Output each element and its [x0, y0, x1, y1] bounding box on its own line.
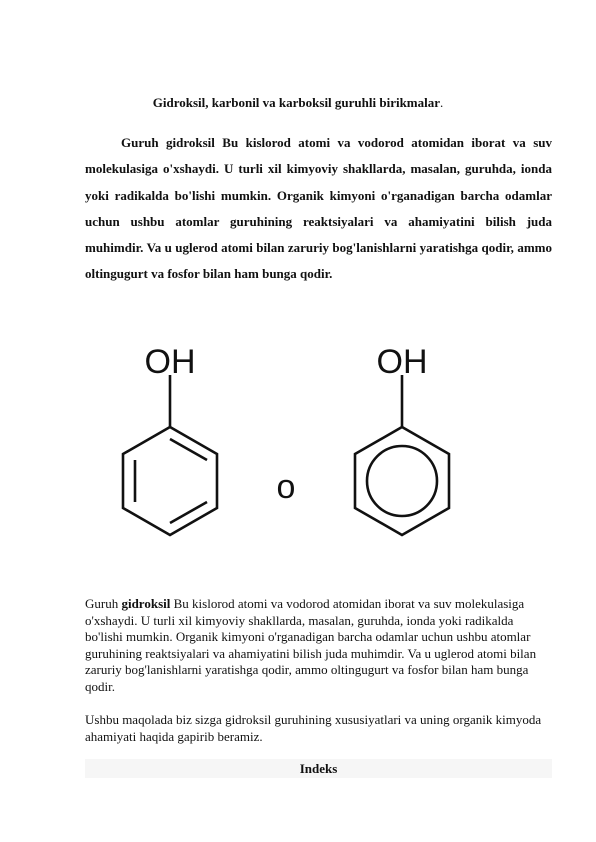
title-period: . [440, 95, 444, 110]
paragraph1-prefix: Guruh [85, 596, 122, 611]
left-double-bond-1 [170, 439, 207, 460]
intro-paragraph: Guruh gidroksil Bu kislorod atomi va vodorod atomidan iborat va suv molekulasiga o'xshaydi. U turli xil kimyoviy shakllarda, masalan, guruhda, ionda yoki radikalda bo'lishi mumkin. Organik kimyoni o'rganadigan barcha odamlar uchun ushbu atomlar guruhining reaktsiyalari va ahamiyatini bilish juda muhimdir. Va u uglerod atomi bilan zaruriy bog'lanishlarni yaratishga qodir, ammo oltingugurt va fosfor bilan ham bunga qodir. [85, 135, 552, 282]
title-text: Gidroksil, karbonil va karboksil guruhli birikmalar [152, 95, 441, 110]
right-oh-label: OH [376, 343, 428, 381]
paragraph1-rest: Bu kislorod atomi va vodorod atomidan iborat va suv molekulasiga o'xshaydi. U turli xil kimyoviy shakllarda, masalan, guruhda, ionda yoki radikalda bo'lishi mumkin. Organik kimyoni o'rganadigan barcha odamlar uchun ushbu atomlar guruhining reaktsiyalari va ahamiyatini bilish juda muhimdir. Va u uglerod atomi bilan zaruriy bog'lanishlarni yaratishga qodir, ammo oltingugurt va fosfor bilan ham bunga qodir. [85, 596, 537, 694]
body-paragraph-2: Ushbu maqolada biz sizga gidroksil guruhining xususiyatlari va uning organik kimyoda ahamiyati haqida gapirib beramiz. [85, 712, 542, 744]
phenol-aromatic-structure [355, 375, 449, 535]
index-heading: Indeks [85, 759, 552, 778]
separator-text: o [276, 468, 296, 506]
right-benzene-ring [355, 427, 449, 535]
phenol-kekule-structure [123, 375, 217, 535]
aromatic-circle [367, 446, 437, 516]
left-double-bond-2 [170, 502, 207, 523]
paragraph1-bold-term: gidroksil [121, 596, 171, 611]
body-paragraph-1 [85, 596, 552, 696]
page-title [0, 95, 596, 111]
phenol-structures-figure [100, 330, 500, 560]
left-benzene-ring [123, 427, 217, 535]
left-oh-label: OH [144, 343, 196, 381]
